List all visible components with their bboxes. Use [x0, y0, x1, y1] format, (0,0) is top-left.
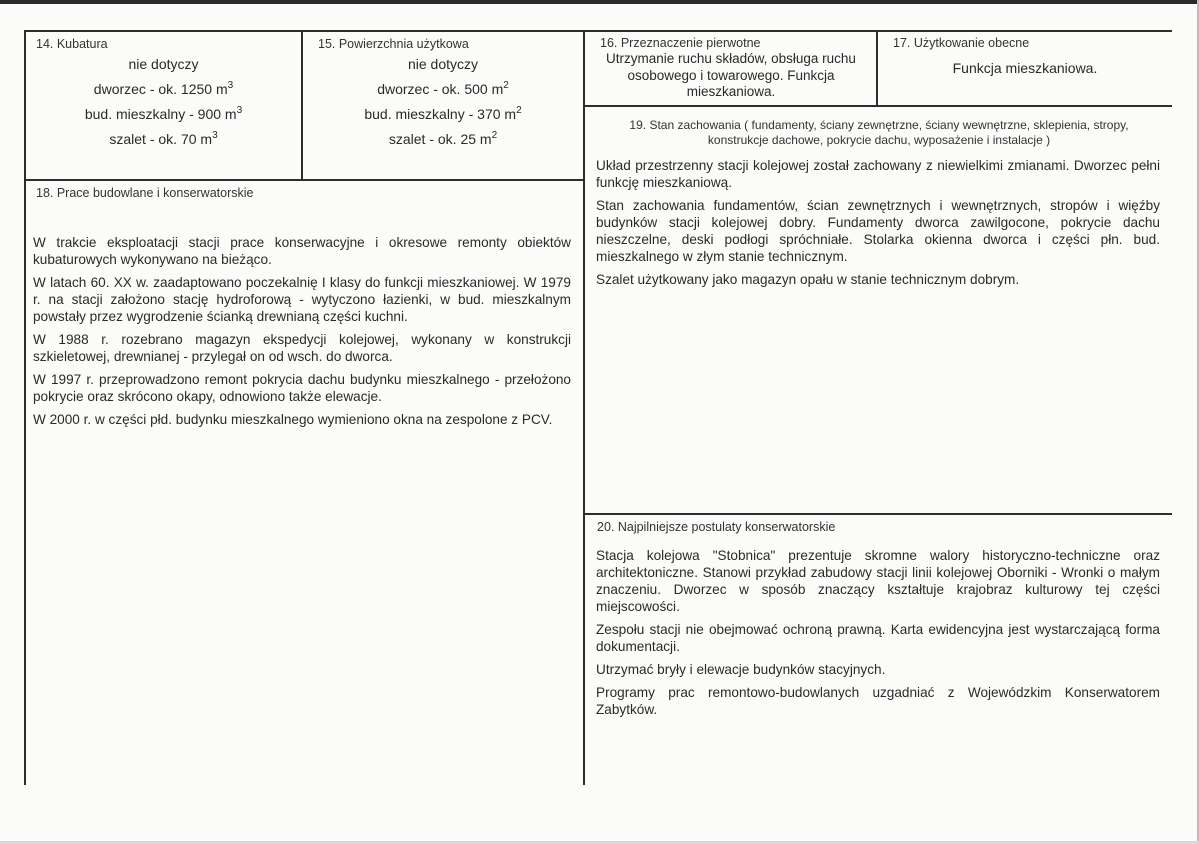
prace-text	[33, 234, 571, 434]
center-divider	[583, 30, 585, 785]
postulaty-paragraph: Utrzymać bryły i elewacje budynków stacyjnych.	[596, 662, 886, 677]
divider-16-19	[584, 105, 1172, 107]
divider-19-20	[584, 513, 1172, 515]
top-edge	[0, 0, 1199, 4]
powierzchnia-line: nie dotyczy	[407, 56, 479, 72]
powierzchnia-values	[303, 52, 583, 152]
stan-label: 19. Stan zachowania ( fundamenty, ściany zewnętrzne, ściany wewnętrzne, sklepienia, stropy, konstrukcje dachowe, pokrycie dachu, wyposażenie i instalacje )	[629, 118, 1129, 147]
postulaty-paragraph: Zespołu stacji nie obejmować ochroną prawną. Karta ewidencyjna jest wystarczającą forma dokumentacji.	[596, 622, 1160, 654]
prace-paragraph: W 1988 r. rozebrano magazyn ekspedycji kolejowej, wykonany w konstrukcji szkieletowej, drewnianej - przylegał on od wsch. do dworca.	[33, 332, 571, 364]
top-border	[24, 30, 1172, 32]
prace-paragraph: W 2000 r. w części płd. budynku mieszkalnego wymieniono okna na zespolone z PCV.	[33, 412, 553, 427]
uzytkowanie-value: Funkcja mieszkaniowa.	[952, 60, 1098, 76]
divider-14-18	[24, 179, 584, 181]
powierzchnia-line: bud. mieszkalny - 370 $m^2$	[364, 105, 522, 122]
prace-paragraph: W 1997 r. przeprowadzono remont pokrycia dachu budynku mieszkalnego - przełożono pokrycie oraz skrócono okapy, odnowiono także elewacje.	[33, 372, 571, 404]
kubatura-line: nie dotyczy	[128, 56, 199, 72]
prace-paragraph: W trakcie eksploatacji stacji prace konserwacyjne i okresowe remonty obiektów kubaturowych wykonywano na bieżąco.	[33, 235, 571, 267]
kubatura-values	[26, 52, 301, 152]
kubatura-line: dworzec - ok. 1250 $m^3$	[93, 80, 234, 97]
uzytkowanie-label: 17. Użytkowanie obecne	[893, 36, 1030, 50]
stan-text	[596, 157, 1160, 294]
kubatura-line: bud. mieszkalny - 900 $m^3$	[84, 105, 243, 122]
powierzchnia-line: szalet - ok. 25 $m^2$	[388, 130, 498, 147]
kubatura-line: szalet - ok. 70 $m^3$	[109, 130, 218, 147]
postulaty-text	[596, 547, 1160, 724]
stan-paragraph: Szalet użytkowany jako magazyn opału w stanie technicznym dobrym.	[596, 272, 1020, 287]
powierzchnia-label: 15. Powierzchnia użytkowa	[318, 37, 469, 51]
postulaty-label: 20. Najpilniejsze postulaty konserwatorskie	[597, 520, 836, 534]
prace-label: 18. Prace budowlane i konserwatorskie	[36, 186, 254, 200]
przeznaczenie-value: Utrzymanie ruchu składów, obsługa ruchu osobowego i towarowego. Funkcja mieszkaniowa.	[606, 51, 856, 99]
kubatura-label: 14. Kubatura	[36, 37, 108, 51]
stan-paragraph: Układ przestrzenny stacji kolejowej został zachowany z niewielkimi zmianami. Dworzec pełni funkcję mieszkaniową.	[596, 158, 1160, 190]
postulaty-paragraph: Stacja kolejowa "Stobnica" prezentuje skromne walory historyczno-techniczne oraz architektoniczne. Stanowi przykład zabudowy stacji linii kolejowej Oborniki - Wronki o małym znaczeniu. Dworzec w sposób znaczący kształtuje krajobraz kulturowy tej części miejscowości.	[596, 548, 1160, 614]
prace-paragraph: W latach 60. XX w. zaadaptowano poczekalnię I klasy do funkcji mieszkaniowej. W 1979 r. na stacji założono stację hydroforową - wytyczono łazienki, w bud. mieszkalnym powstały przez wygrodzenie ścianką drewnianą części kuchni.	[33, 275, 571, 324]
stan-paragraph: Stan zachowania fundamentów, ścian zewnętrznych i wewnętrznych, stropów i więźby budynków stacji kolejowej dobry. Fundamenty dworca zawilgocone, pokrycie dachu nieszczelne, deski podłogi spróchniałe. Stolarka okienna dworca i części płn. bud. mieszkalnego w złym stanie technicznym.	[596, 198, 1160, 264]
postulaty-paragraph: Programy prac remontowo-budowlanych uzgadniać z Wojewódzkim Konserwatorem Zabytków.	[596, 685, 1160, 717]
powierzchnia-line: dworzec - ok. 500 $m^2$	[377, 80, 509, 97]
przeznaczenie-label: 16. Przeznaczenie pierwotne	[600, 36, 761, 50]
